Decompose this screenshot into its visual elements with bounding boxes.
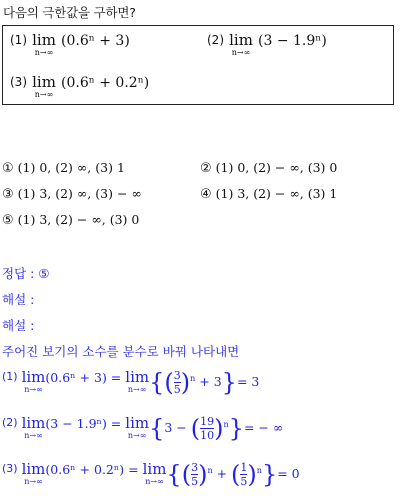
lim-operator: lim n→∞ (125, 414, 150, 440)
lim-operator: lim n→∞ (229, 31, 253, 57)
solution-line-2: (2) lim n→∞ (3 − 1.9ⁿ) = lim n→∞ {3 − ( $\frac{19}{10}$ )$^n$}= − ∞ (2, 414, 284, 443)
explanation-label-1: 해설 : (2, 292, 35, 307)
explanation-label-2: 해설 : (2, 318, 35, 333)
lim-operator: lim n→∞ (32, 73, 56, 99)
choice-4[interactable]: ④ (1) 3, (2) − ∞, (3) 1 (200, 186, 338, 202)
lim-operator: lim n→∞ (125, 368, 150, 394)
item-label: (3) (10, 75, 27, 89)
lim-operator: lim n→∞ (21, 414, 46, 440)
problem-item-1 (10, 33, 130, 57)
choice-5[interactable]: ⑤ (1) 3, (2) − ∞, (3) 0 (2, 212, 140, 228)
choice-1[interactable]: ① (1) 0, (2) ∞, (3) 1 (2, 160, 125, 176)
solution-lhs: (0.6ⁿ + 0.2ⁿ) = (45, 462, 139, 477)
solution-line-1: (1) lim n→∞ (0.6ⁿ + 3) = lim n→∞ {( $\frac{3}{5}$ )$^n$ + 3}= 3 (2, 368, 260, 397)
problem-item-2 (207, 33, 327, 57)
solution-line-3: (3) lim n→∞ (0.6ⁿ + 0.2ⁿ) = lim n→∞ {( $\frac{3}{5}$ )$^n$ + ( $\frac{1}{5}$ )$^n$}= 0 (2, 460, 300, 489)
fraction-19-10: $\frac{19}{10}$ (200, 415, 215, 442)
solution-hint: 주어진 보기의 소수를 분수로 바꿔 나타내면 (2, 344, 240, 359)
choice-3[interactable]: ③ (1) 3, (2) ∞, (3) − ∞ (2, 186, 142, 202)
problem-item-3 (10, 75, 149, 99)
lim-operator: lim n→∞ (32, 31, 56, 57)
solution-lhs: (0.6ⁿ + 3) = (45, 370, 122, 385)
lim-operator: lim n→∞ (21, 460, 46, 486)
item-expression: (0.6ⁿ + 0.2ⁿ) (61, 75, 150, 91)
question-title: 다음의 극한값을 구하면? (3, 5, 136, 20)
solution-lhs: (3 − 1.9ⁿ) = (45, 416, 122, 431)
item-label: (1) (10, 33, 27, 47)
fraction-1-5: $\frac{1}{5}$ (240, 461, 248, 488)
lim-operator: lim n→∞ (142, 460, 167, 486)
lim-operator: lim n→∞ (21, 368, 46, 394)
answer-label: 정답 : ⑤ (2, 266, 50, 281)
item-expression: (3 − 1.9ⁿ) (258, 33, 327, 49)
item-expression: (0.6ⁿ + 3) (61, 33, 130, 49)
choice-2[interactable]: ② (1) 0, (2) − ∞, (3) 0 (200, 160, 338, 176)
fraction-3-5: $\frac{3}{5}$ (173, 369, 181, 396)
fraction-3-5: $\frac{3}{5}$ (191, 461, 199, 488)
item-label: (2) (207, 33, 224, 47)
